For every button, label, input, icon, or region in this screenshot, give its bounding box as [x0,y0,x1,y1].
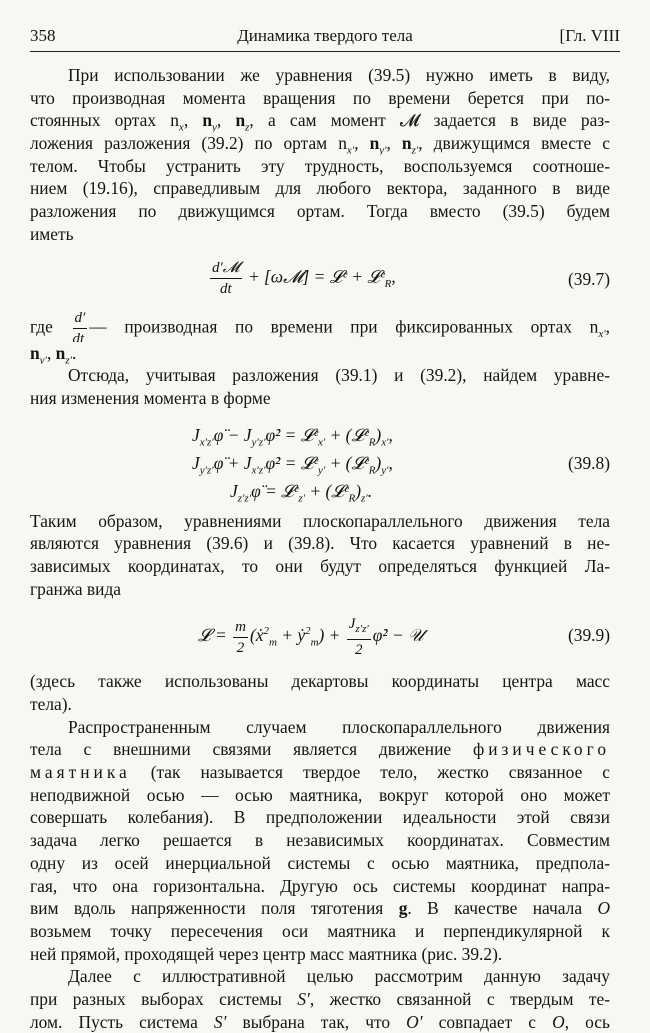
text-line: где $\frac{d'}{dt}$ — производная по времени при фиксированных ортах $n_{x'}$, [30,309,610,342]
equation-39-7: $\frac{\text{d′𝓜}}{dt}$ + [ω𝓜] = 𝓛ᵉ + 𝓛ᵉ$_R$, (39.7) [212,259,610,297]
text-line: тела). [30,694,72,714]
chapter-label: [Гл. VIII [559,26,620,45]
text-line: стоянных ортах $n_x$, $n_y$, $n_z$, а сам момент 𝓜 задается в виде раз- [30,110,610,133]
text-line: что производная момента вращения по времени берется при по- [30,87,610,108]
equation-number: (39.8) [567,452,610,473]
text-line: Далее с иллюстративной целью рассмотрим данную задачу [68,966,610,987]
text-line: гранжа вида [30,578,122,599]
equation-39-9: 𝓛 = $\frac{m}{2}$ (ẋ$^2_m$ + ẏ$^2_m$) + $\frac{J_{z'z'}}{2}$ φ̇² − 𝒰 (39.9) [198,616,610,659]
text-line: вим вдоль напряженности поля тяготения g. В качестве начала O [30,898,610,919]
text-line: нием (19.16), справедливым для любого вектора, заданного в виде [30,178,610,199]
text-line: при разных выборах системы S′, жестко связанной с твердым те- [30,988,610,1009]
text-line: $n_{y'}$, $n_{z'}$. [30,342,77,365]
page-body [30,64,610,1033]
header-rule [30,51,620,52]
page-header [30,26,620,50]
text-line: совершать колебания). В предположении идеальности этой связи [30,807,610,828]
equation-number: (39.9) [567,625,610,646]
running-title: Динамика твердого тела [237,26,413,45]
text-line: задача легко решается в независимых координатах. Совместим [30,830,610,851]
text-line: Таким образом, уравнениями плоскопараллельного движения тела [30,510,610,531]
page-number: 358 [30,26,56,45]
text-line: неподвижной осью — осью маятника, вокруг которой оно может [30,784,610,805]
text-line: гая, что она горизонтальна. Другую ось системы координат напра- [30,875,610,896]
text-line: разложения по движущимся ортам. Тогда вместо (39.5) будем [30,201,610,222]
text-line: ней прямой, проходящей через центр масс маятника (рис. 39.2). [30,943,503,964]
text-line: Распространенным случаем плоскопараллельного движения [68,716,610,737]
text-line: являются уравнения (39.6) и (39.8). Что касается уравнений в не- [30,533,610,554]
equation-number: (39.7) [567,268,610,289]
text-line: иметь [30,223,74,244]
text-line: маятника (так называется твердое тело, жестко связанное с [30,762,610,783]
text-line: тела с внешними связями является движение физического [30,739,610,760]
text-line: телом. Чтобы устранить эту трудность, воспользуемся соотноше- [30,155,610,176]
text-line: ния изменения момента в форме [30,387,271,408]
text-line: При использовании же уравнения (39.5) нужно иметь в виду, [68,65,610,85]
text-line: лом. Пусть система S′ выбрана так, что O′ совпадает с O, ось [30,1011,610,1032]
text-line: возьмем точку пересечения оси маятника и перпендикулярной к [30,920,610,941]
text-line: (здесь также использованы декартовы координаты центра масс [30,671,610,692]
text-line: одну из осей инерциальной системы с осью маятника, предпола- [30,852,610,873]
text-line: Отсюда, учитывая разложения (39.1) и (39.2), найдем уравне- [68,365,610,386]
text-line: ложения разложения (39.2) по ортам $n_{x'}$, $n_{y'}$, $n_{z'}$, движущимся вместе с [30,133,610,155]
text-line: зависимых координатах, то они будут определяться функцией Ла- [30,555,610,576]
equation-39-8: $J_{x'z'}\varphï$ − $J_{y'z'}\varphi̇^2$ = 𝓛ᵉ$_{x'}$ + $(𝓛ᵉ_R)_{x'}$, $J_{y'z'}\varphï$ + $J_{x'z'}\varphi̇^2$ = 𝓛ᵉ$_{y'}$ + $(𝓛ᵉ_R)_{y'}$, $J_{z'z'}\varphï$ = 𝓛ᵉ$_{z'}$ + $(𝓛ᵉ_R)_{z'}$. (39.8) [192,424,610,505]
